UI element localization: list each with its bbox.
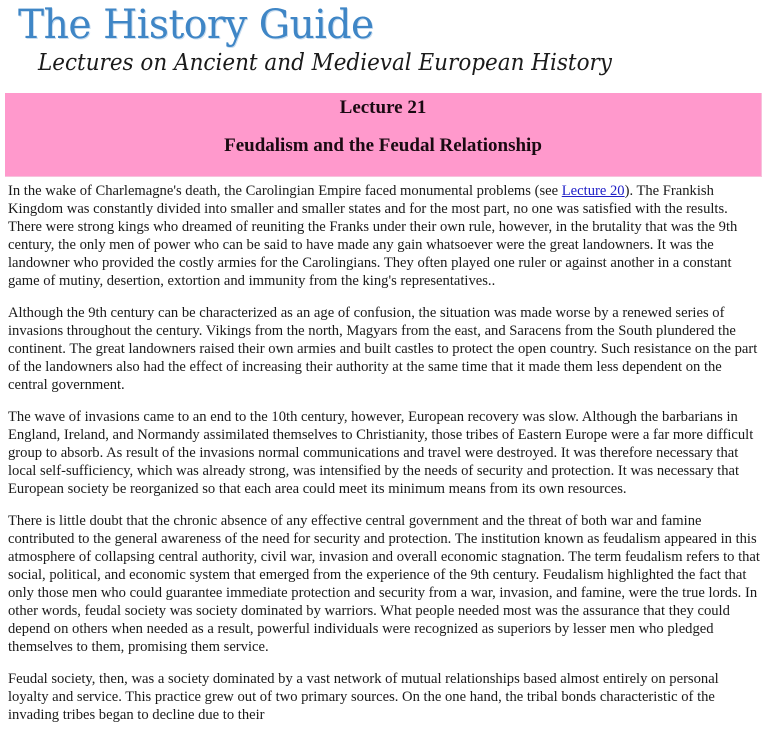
site-subtitle: Lectures on Ancient and Medieval European History (38, 50, 612, 76)
lecture-content (8, 182, 760, 738)
site-banner (0, 0, 767, 92)
paragraph-3: The wave of invasions came to an end to the 10th century, however, European recovery was slow. Although the barbarians in England, Ireland, and Normandy assimilated themselves to Christianity, those tribes of Eastern Europe were a far more difficult group to absorb. As result of the invasions normal communications and travel were destroyed. It was therefore necessary that local self-sufficiency, which was already strong, was intensified by the needs of security and protection. It was necessary that European society be reorganized so that each area could meet its minimum means from its own resources. (8, 409, 754, 497)
paragraph-1 (8, 182, 760, 290)
paragraph-4: There is little doubt that the chronic absence of any effective central government and the threat of both war and famine contributed to the general awareness of the need for security and protection. The institution known as feudalism appeared in this atmosphere of collapsing central authority, civil war, invasion and overall economic stagnation. The term feudalism refers to that social, political, and economic system that emerged from the experience of the 9th century. Feudalism highlighted the fact that only those men who could guarantee immediate protection and security from a war, invasion, and famine, were the true lords. In other words, feudal society was society dominated by warriors. What people needed most was the assurance that they could depend on others when needed as a result, powerful individuals were recognized as superiors by lesser men who pledged themselves to them, promising them service. (8, 513, 760, 655)
lecture-number: Lecture 21 (339, 97, 427, 118)
lecture-20-link[interactable]: Lecture 20 (561, 183, 625, 199)
lecture-header-box (5, 93, 762, 177)
lecture-title: Feudalism and the Feudal Relationship (224, 135, 542, 156)
paragraph-2: Although the 9th century can be characterized as an age of confusion, the situation was made worse by a renewed series of invasions throughout the century. Vikings from the north, Magyars from the east, and Saracens from the South plundered the continent. The great landowners raised their own armies and built castles to protect the open country. Such resistance on the part of the landowners also had the effect of increasing their authority at the same time that it made them less dependent on the central government. (8, 305, 758, 393)
site-title-logo[interactable]: The History Guide (18, 2, 374, 48)
paragraph-1-text-start: In the wake of Charlemagne's death, the Carolingian Empire faced monumental problems (see (8, 183, 562, 199)
paragraph-1-text-end: ). The Frankish Kingdom was constantly divided into smaller and smaller states and for the most part, no one was satisfied with the results. There were strong kings who dreamed of reuniting the Franks under their own rule, however, in the brutality that was the 9th century, the only men of power who can be said to have made any gain whatsoever were the great landowners. It was the landowner who provided the costly armies for the Carolingians. They often played one ruler or against another in a constant game of mutiny, desertion, extortion and immunity from the king's representatives.. (8, 183, 738, 289)
paragraph-5: Feudal society, then, was a society dominated by a vast network of mutual relationships based almost entirely on personal loyalty and service. This practice grew out of two primary sources. On the one hand, the tribal bonds characteristic of the invading tribes began to decline due to their (8, 671, 719, 723)
